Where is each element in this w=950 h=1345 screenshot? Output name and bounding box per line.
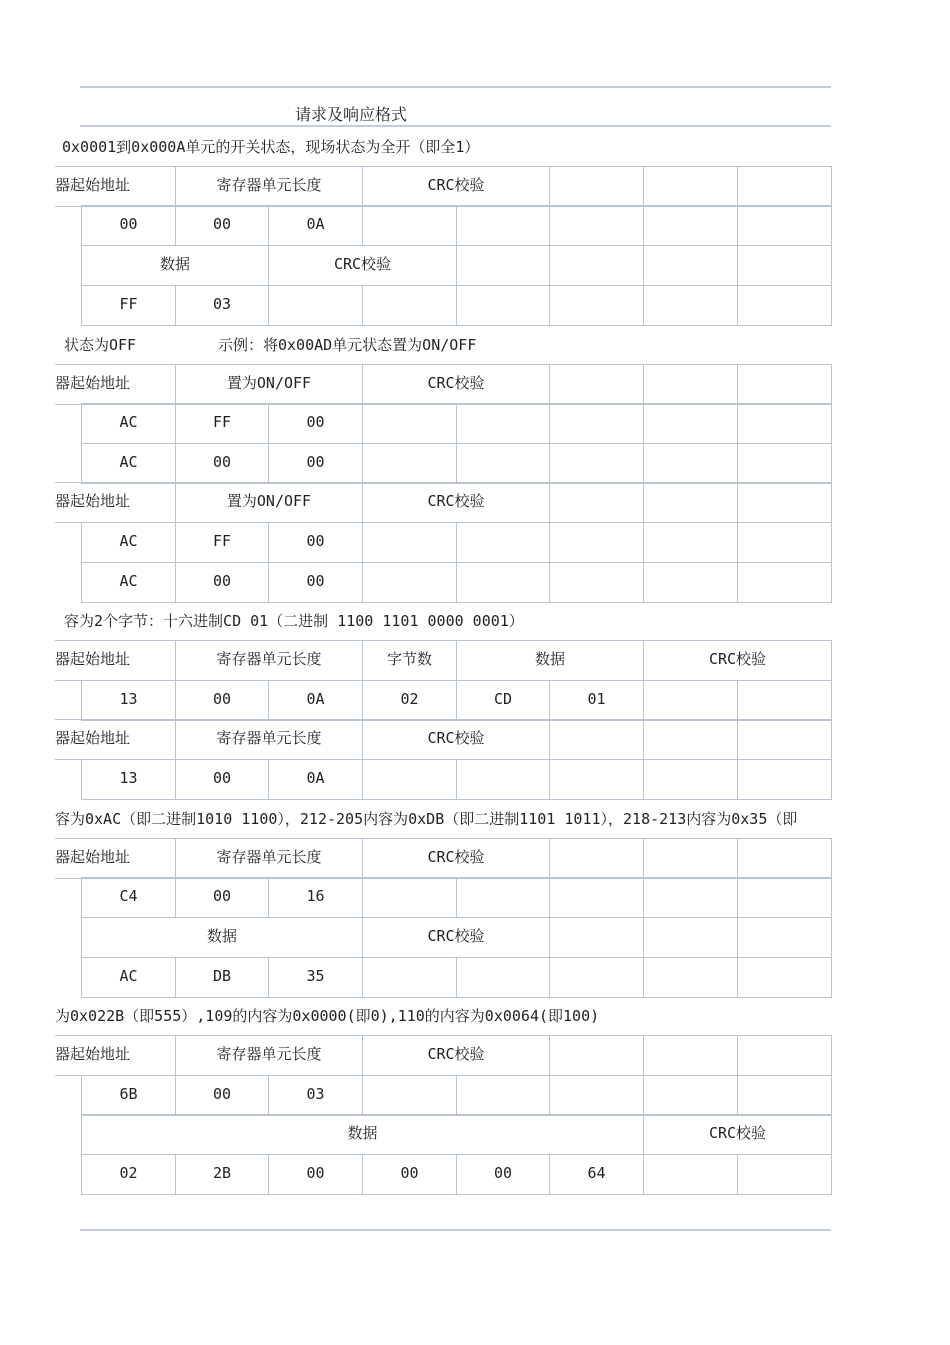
table-cell — [549, 957, 644, 998]
table-cell — [549, 166, 644, 207]
table-cell: 寄存器单元长度 — [175, 719, 363, 760]
table-cell: FF — [175, 403, 269, 444]
table-cell: CRC校验 — [362, 1035, 550, 1076]
table-cell — [643, 562, 738, 603]
table-cell — [737, 957, 832, 998]
table-cell — [737, 364, 832, 405]
table-cell — [643, 245, 738, 286]
table-cell: 寄存器单元长度 — [175, 838, 363, 879]
table-cell: CRC校验 — [362, 917, 550, 958]
table-cell: 数据 — [81, 1114, 644, 1155]
table-cell — [456, 877, 550, 918]
table-cell — [362, 759, 457, 800]
table-cell — [549, 1075, 644, 1116]
table-cell: CD — [456, 680, 550, 721]
table-cell — [549, 719, 644, 760]
table-cell: C4 — [81, 877, 176, 918]
table-cell — [549, 443, 644, 484]
table-cell — [737, 917, 832, 958]
table-cell — [456, 245, 550, 286]
table-cell: 00 — [81, 205, 176, 246]
table-cell — [643, 285, 738, 326]
table-cell — [643, 522, 738, 563]
table-cell: 03 — [268, 1075, 363, 1116]
table-cell: 00 — [268, 443, 363, 484]
table-cell — [643, 877, 738, 918]
table-cell — [737, 166, 832, 207]
table-cell — [362, 877, 457, 918]
table-cell: 00 — [175, 759, 269, 800]
table-cell: CRC校验 — [268, 245, 457, 286]
table-cell — [362, 403, 457, 444]
table-cell: 01 — [549, 680, 644, 721]
table-cell: AC — [81, 522, 176, 563]
table-cell — [737, 838, 832, 879]
table-cell — [643, 403, 738, 444]
table-cell — [643, 1154, 738, 1195]
table-cell: 器起始地址 — [55, 838, 176, 879]
table-cell: 器起始地址 — [55, 640, 176, 681]
table-cell: 00 — [175, 443, 269, 484]
table-cell: 00 — [268, 1154, 363, 1195]
table-cell — [549, 759, 644, 800]
table-cell: FF — [175, 522, 269, 563]
table-cell: AC — [81, 403, 176, 444]
table-cell — [737, 522, 832, 563]
table-cell: 03 — [175, 285, 269, 326]
table-cell — [737, 403, 832, 444]
table-cell: CRC校验 — [362, 482, 550, 523]
table-cell — [643, 838, 738, 879]
table-cell — [643, 759, 738, 800]
table-cell: 02 — [81, 1154, 176, 1195]
table-cell: CRC校验 — [362, 364, 550, 405]
table-cell: CRC校验 — [362, 166, 550, 207]
table-cell — [549, 877, 644, 918]
table-cell: 器起始地址 — [55, 364, 176, 405]
table-cell: 16 — [268, 877, 363, 918]
table-cell — [456, 1075, 550, 1116]
table-cell: 64 — [549, 1154, 644, 1195]
table-cell: AC — [81, 957, 176, 998]
table-cell — [643, 917, 738, 958]
table-cell: 00 — [175, 205, 269, 246]
table-cell: 00 — [362, 1154, 457, 1195]
table-cell: 数据 — [456, 640, 644, 681]
table-cell: 置为ON/OFF — [175, 482, 363, 523]
table-cell — [456, 522, 550, 563]
table-cell — [456, 957, 550, 998]
table-cell: CRC校验 — [362, 719, 550, 760]
table-cell: 0A — [268, 759, 363, 800]
table-cell: 00 — [175, 1075, 269, 1116]
table-cell: 寄存器单元长度 — [175, 1035, 363, 1076]
table-cell — [643, 364, 738, 405]
table-cell — [549, 917, 644, 958]
table-cell — [643, 443, 738, 484]
table-cell — [549, 522, 644, 563]
table-cell — [456, 285, 550, 326]
table-cell: 2B — [175, 1154, 269, 1195]
table-cell: CRC校验 — [362, 838, 550, 879]
table-cell: 0A — [268, 680, 363, 721]
table-cell: 寄存器单元长度 — [175, 166, 363, 207]
table-cell: 数据 — [81, 917, 363, 958]
title-rule — [80, 125, 831, 127]
table-cell: 数据 — [81, 245, 269, 286]
table-cell: 器起始地址 — [55, 166, 176, 207]
table-cell — [643, 680, 738, 721]
table-cell: 02 — [362, 680, 457, 721]
table-cell — [362, 443, 457, 484]
table-cell — [737, 1035, 832, 1076]
table-cell: 00 — [175, 562, 269, 603]
table-cell: 6B — [81, 1075, 176, 1116]
table-cell — [737, 719, 832, 760]
table-cell: DB — [175, 957, 269, 998]
table-cell: 13 — [81, 759, 176, 800]
table-cell — [456, 443, 550, 484]
table-cell — [643, 1075, 738, 1116]
table-cell: 00 — [175, 680, 269, 721]
table-cell — [362, 1075, 457, 1116]
table-cell — [643, 482, 738, 523]
table-cell — [737, 759, 832, 800]
text-line-2b: 示例：将0x00AD单元状态置为ON/OFF — [218, 336, 477, 354]
text-line-3: 容为2个字节：十六进制CD 01（二进制 1100 1101 0000 0001） — [64, 612, 524, 630]
page-title: 请求及响应格式 — [295, 105, 408, 124]
table-cell — [549, 285, 644, 326]
table-cell: 置为ON/OFF — [175, 364, 363, 405]
table-cell — [737, 245, 832, 286]
text-line-1: 0x0001到0x000A单元的开关状态，现场状态为全开（即全1） — [62, 138, 480, 156]
table-cell: CRC校验 — [643, 1114, 832, 1155]
text-line-2a: 状态为OFF — [64, 336, 137, 354]
table-cell — [737, 205, 832, 246]
table-cell: AC — [81, 443, 176, 484]
table-cell — [737, 562, 832, 603]
table-cell: 器起始地址 — [55, 482, 176, 523]
table-cell — [737, 1075, 832, 1116]
table-cell — [549, 838, 644, 879]
table-cell — [643, 719, 738, 760]
top-rule — [80, 86, 831, 88]
table-cell — [549, 364, 644, 405]
table-cell — [643, 957, 738, 998]
table-cell — [549, 205, 644, 246]
table-cell — [737, 1154, 832, 1195]
table-cell: 器起始地址 — [55, 1035, 176, 1076]
table-cell: CRC校验 — [643, 640, 832, 681]
table-cell — [737, 482, 832, 523]
table-cell — [737, 680, 832, 721]
table-cell — [362, 562, 457, 603]
table-cell — [456, 759, 550, 800]
table-cell: 00 — [268, 562, 363, 603]
text-line-4: 容为0xAC（即二进制1010 1100），212-205内容为0xDB（即二进制1101 1011），218-213内容为0x35（即 — [55, 810, 798, 828]
table-cell — [362, 522, 457, 563]
bottom-rule — [80, 1229, 831, 1231]
table-cell — [456, 205, 550, 246]
table-cell — [549, 245, 644, 286]
table-cell — [362, 957, 457, 998]
table-cell: AC — [81, 562, 176, 603]
table-cell: 00 — [175, 877, 269, 918]
table-cell — [362, 285, 457, 326]
table-cell: 寄存器单元长度 — [175, 640, 363, 681]
table-cell — [549, 403, 644, 444]
table-cell: 13 — [81, 680, 176, 721]
table-cell — [643, 166, 738, 207]
table-cell — [737, 443, 832, 484]
table-cell: 00 — [268, 522, 363, 563]
table-cell — [643, 205, 738, 246]
table-cell — [456, 562, 550, 603]
table-cell: 字节数 — [362, 640, 457, 681]
table-cell — [643, 1035, 738, 1076]
table-cell: 00 — [456, 1154, 550, 1195]
table-cell — [549, 1035, 644, 1076]
table-cell — [549, 482, 644, 523]
table-cell — [737, 877, 832, 918]
table-cell: 35 — [268, 957, 363, 998]
table-cell — [362, 205, 457, 246]
table-cell — [549, 562, 644, 603]
table-cell: 0A — [268, 205, 363, 246]
table-cell: FF — [81, 285, 176, 326]
table-cell — [737, 285, 832, 326]
table-cell — [456, 403, 550, 444]
table-cell — [268, 285, 363, 326]
text-line-5: 为0x022B（即555）,109的内容为0x0000(即0),110的内容为0x0064(即100) — [55, 1007, 600, 1025]
table-cell: 00 — [268, 403, 363, 444]
table-cell: 器起始地址 — [55, 719, 176, 760]
